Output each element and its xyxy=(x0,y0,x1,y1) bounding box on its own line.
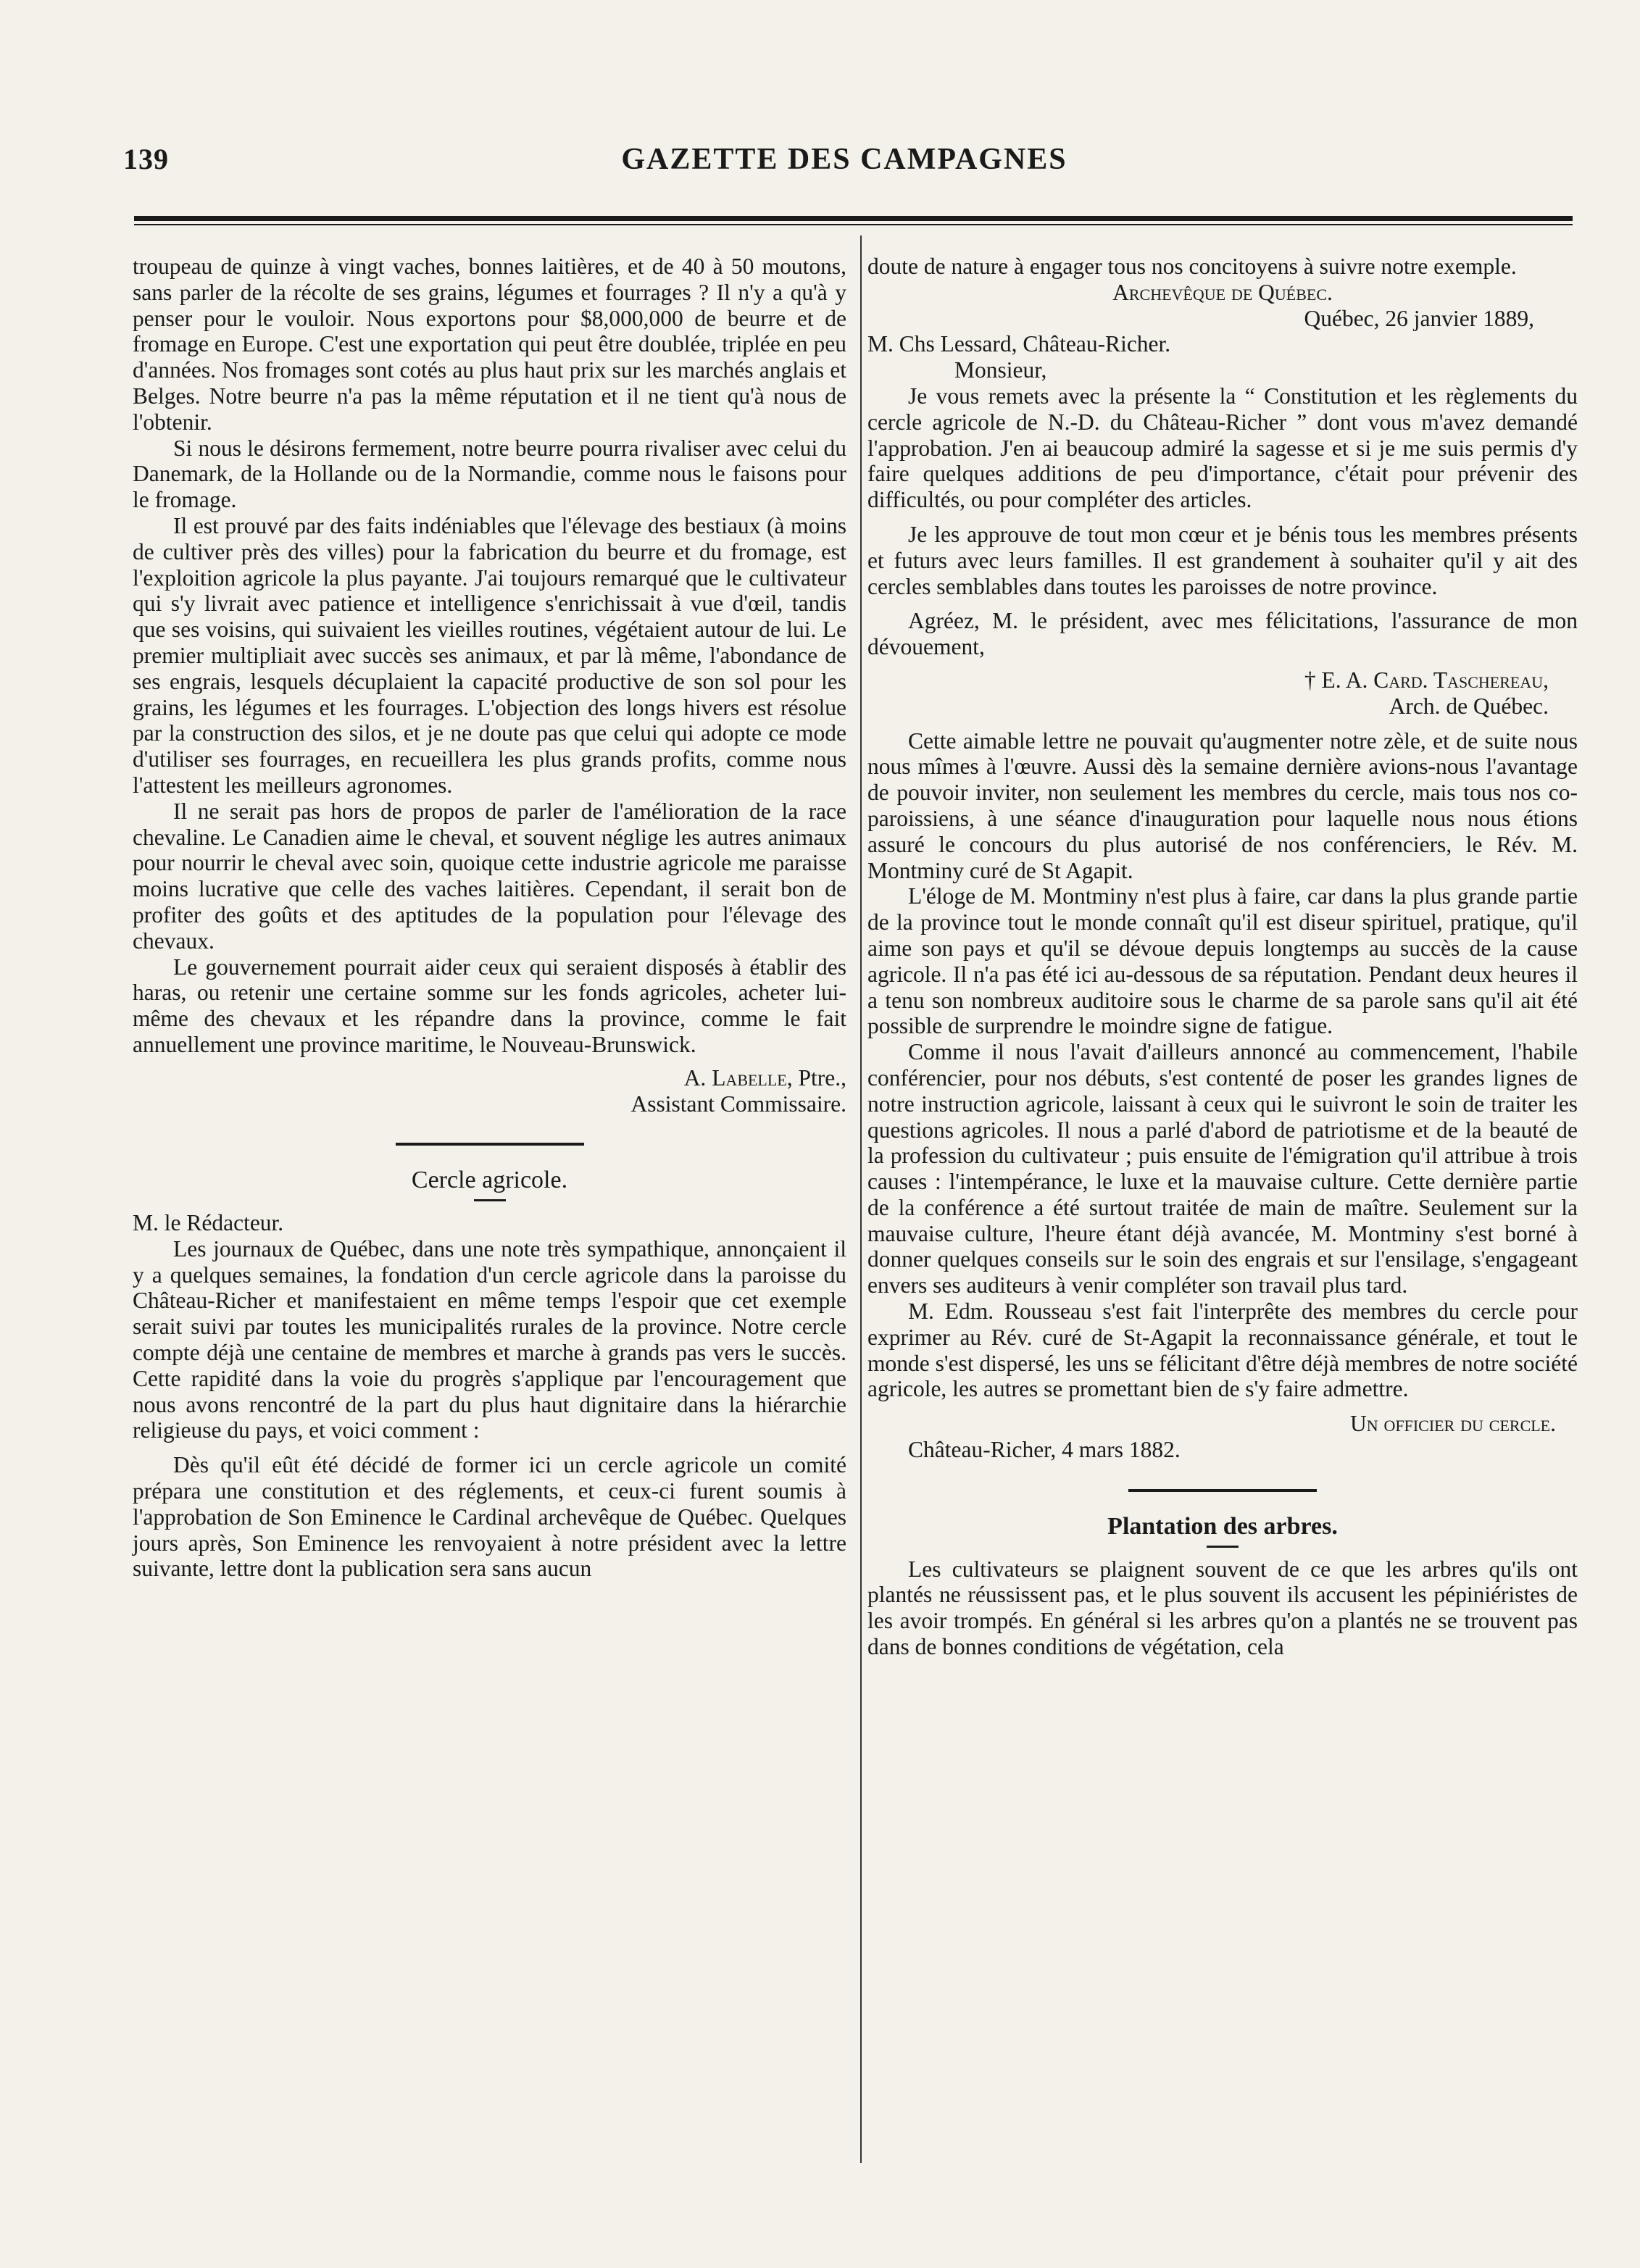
paragraph: Je vous remets avec la présente la “ Constitution et les règlements du cercle agricole de N.-D. du Château-Richer ” dont vous m'avez demandé l'approbation. J'en ai beaucoup admiré la sagesse et si je me suis permis d'y faire quelques additions de peu d'importance, c'était pour prévenir des difficultés, ou pour compléter des articles. xyxy=(867,383,1578,513)
title-dash xyxy=(1207,1546,1239,1548)
spacer xyxy=(133,1443,846,1452)
paragraph: Le gouvernement pourrait aider ceux qui seraient disposés à établir des haras, ou retenir une certaine somme sur les fonds agricoles, acheter lui-même des chevaux et les répandre dans la province, comme le fait annuellement une province maritime, le Nouveau-Brunswick. xyxy=(133,954,846,1057)
title-dash xyxy=(474,1199,506,1201)
spacer xyxy=(867,1402,1578,1411)
paragraph: Je les approuve de tout mon cœur et je bénis tous les membres présents et futurs avec leurs familles. Il est grandement à souhaiter qu'il y ait des cercles semblables dans toutes les paroisses de notre province. xyxy=(867,521,1578,599)
signature-surname: Card. Taschereau xyxy=(1373,667,1544,693)
paragraph: troupeau de quinze à vingt vaches, bonnes laitières, et de 40 à 50 moutons, sans parler de la récolte de ses grains, légumes et fourrages ? Il n'y a qu'à y penser pour le vouloir. Nous exportons pour $8,000,000 de beurre et de fromage en Europe. C'est une exportation qui peut être doublée, triplée en peu d'années. Nos fromages sont cotés au plus haut prix sur les marchés anglais et Belges. Notre beurre n'a pas la même réputation et il ne tient qu'à nous de l'obtenir. xyxy=(133,254,846,435)
signature-prefix: † E. A. xyxy=(1304,667,1374,693)
signature-labelle xyxy=(133,1065,846,1117)
spacer xyxy=(867,513,1578,522)
spacer xyxy=(867,599,1578,608)
letter-salutation: Monsieur, xyxy=(954,357,1047,383)
letter-heading: Archevêque de Québec. xyxy=(1112,279,1333,305)
section-separator xyxy=(396,1143,584,1146)
dateline: Château-Richer, 4 mars 1882. xyxy=(908,1437,1181,1463)
letter-date: Québec, 26 janvier 1889, xyxy=(1304,305,1534,331)
paragraph: Les journaux de Québec, dans une note très sympathique, annonçaient il y a quelques semaines, la fondation d'un cercle agricole dans la paroisse du Château-Richer et manifestaient en même temps l'espoir que cet exemple serait suivi par toutes les municipalités rurales de la province. Notre cercle compte déjà une centaine de membres et marche à grands pas vers le succès. Cette rapidité dans la voie du progrès s'applique par l'encouragement que nous avons rencontré de la part du plus haut dignitaire dans la hiérarchie religieuse du pays, et voici comment : xyxy=(133,1235,846,1443)
letter-addressee: M. Chs Lessard, Château-Richer. xyxy=(867,331,1171,357)
paragraph: L'éloge de M. Montminy n'est plus à faire, car dans la plus grande partie de la province tout le monde connaît qu'il est diseur spirituel, pratique, qu'il aime son pays et qu'il se dévoue depuis longtemps au succès de la cause agricole. Il n'a pas été ici au-dessous de sa réputation. Pendant deux heures il a tenu son nombreux auditoire sous le charme de sa parole sans qu'il ait été possible de surprendre le moindre signe de fatigue. xyxy=(867,883,1578,1039)
paragraph: Il ne serait pas hors de propos de parler de l'amélioration de la race chevaline. Le Canadien aime le cheval, et souvent néglige les autres animaux pour nourrir le cheval avec soin, quoique cette industrie agricole me paraisse moins lucrative que celle des vaches laitières. Cependant, il serait bon de profiter des goûts et des aptitudes de la population pour l'élevage des chevaux. xyxy=(133,798,846,954)
journal-title: GAZETTE DES CAMPAGNES xyxy=(621,143,1067,176)
column-divider xyxy=(860,235,862,2163)
salutation: M. le Rédacteur. xyxy=(133,1210,284,1236)
signature-name xyxy=(133,1065,846,1091)
signature-title: Arch. de Québec. xyxy=(1389,693,1549,719)
paragraph: Comme il nous l'avait d'ailleurs annoncé au commencement, l'habile conférencier, pour nos débuts, s'est contenté de poser les grandes lignes de notre instruction agricole, laissant à ceux qui le suivront le soin de traiter les questions agricoles. Il nous a parlé d'abord de patriotisme et de la beauté de la profession du cultivateur ; puis ensuite de l'émigration qu'il attribue à trois causes : l'intempérance, le luxe et la mauvaise culture. Cette dernière partie de la conférence a été surtout traitée de main de maître. Seulement sur la mauvaise culture, l'heure étant déjà avancée, M. Montminy s'est borné à donner quelques conseils sur le soin des engrais et sur l'ensilage, s'engageant envers ses auditeurs à venir compléter son travail plus tard. xyxy=(867,1039,1578,1298)
left-column xyxy=(133,254,846,1582)
signature-suffix: , xyxy=(1543,667,1549,693)
paragraph: Les cultivateurs se plaignent souvent de ce que les arbres qu'ils ont plantés ne réussissent pas, et le plus souvent ils accusent les pépiniéristes de les avoir trompés. En général si les arbres qu'on a plantés ne se trouvent pas dans de bonnes conditions de végétation, cela xyxy=(867,1556,1578,1660)
paragraph: Il est prouvé par des faits indéniables que l'élevage des bestiaux (à moins de cultiver près des villes) pour la fabrication du beurre et du fromage, est l'exploition agricole la plus payante. J'ai toujours remarqué que le cultivateur qui s'y livrait avec patience et intelligence s'enrichissait à vue d'œil, tandis que ses voisins, qui suivaient les vieilles routines, végétaient autour de lui. Le premier multipliait avec succès ses animaux, et par là même, l'abondance de ses engrais, lesquels décuplaient la capacité productive de son sol pour les grains, les légumes et les fourrages. L'objection des longs hivers est résolue par la construction des silos, et je ne doute pas que celui qui adopte ce mode d'utiliser ses fourrages, en recueillera les plus grands profits, comme nous l'attestent les meilleurs agronomes. xyxy=(133,512,846,798)
section-separator xyxy=(1128,1489,1317,1492)
header-rule xyxy=(134,216,1573,225)
signature-name xyxy=(867,667,1549,693)
right-column xyxy=(867,254,1578,1660)
paragraph: Cette aimable lettre ne pouvait qu'augmenter notre zèle, et de suite nous nous mîmes à l'œuvre. Aussi dès la semaine dernière avions-nous l'avantage de pouvoir inviter, non seulement les membres du cercle, mais tous nos co-paroissiens, à une séance d'inauguration pour laquelle nous nous étions assuré le concours du plus autorisé de nos conférenciers, le Rév. M. Montminy curé de St Agapit. xyxy=(867,727,1578,883)
paragraph: doute de nature à engager tous nos concitoyens à suivre notre exemple. xyxy=(867,254,1517,279)
paragraph: M. Edm. Rousseau s'est fait l'interprête des membres du cercle pour exprimer au Rév. curé de St-Agapit la reconnaissance générale, et tout le monde s'est dispersé, les uns se félicitant d'être déjà membres de notre société agricole, les autres se promettant bien de s'y faire admettre. xyxy=(867,1298,1578,1402)
signature-taschereau xyxy=(867,667,1578,720)
section-title-cercle: Cercle agricole. xyxy=(411,1167,568,1194)
signature-surname: Labelle xyxy=(712,1064,787,1091)
signature-prefix: A. xyxy=(683,1064,712,1091)
page-header xyxy=(123,142,1565,185)
signature-title: Assistant Commissaire. xyxy=(630,1091,846,1117)
paragraph: Agréez, M. le président, avec mes félicitations, l'assurance de mon dévouement, xyxy=(867,608,1578,660)
page-number: 139 xyxy=(123,143,169,175)
paragraph: Dès qu'il eût été décidé de former ici un cercle agricole un comité prépara une constitution et des réglements, et ceux-ci furent soumis à l'approbation de Son Eminence le Cardinal archevêque de Québec. Quelques jours après, Son Eminence les renvoyaient à notre président avec la lettre suivante, lettre dont la publication sera sans aucun xyxy=(133,1452,846,1582)
section-title-plantation: Plantation des arbres. xyxy=(1107,1512,1338,1540)
signature-officier: Un officier du cercle. xyxy=(1349,1411,1556,1437)
spacer xyxy=(867,720,1578,728)
signature-suffix: , Ptre., xyxy=(786,1064,846,1091)
paragraph: Si nous le désirons fermement, notre beurre pourra rivaliser avec celui du Danemark, de la Hollande ou de la Normandie, comme nous le faisons pour le fromage. xyxy=(133,435,846,513)
